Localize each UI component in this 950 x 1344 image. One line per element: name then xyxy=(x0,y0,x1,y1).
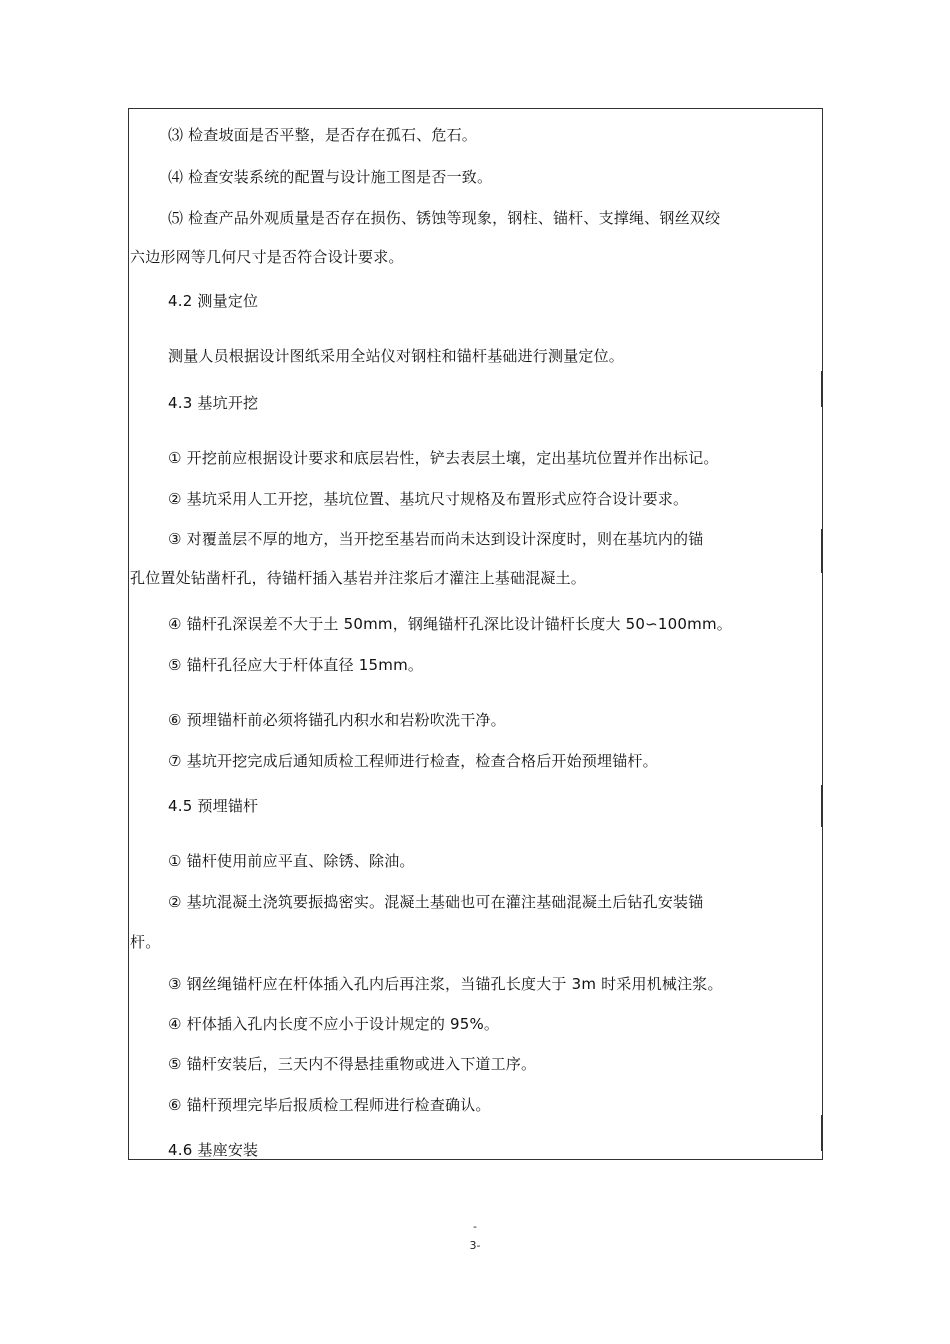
text-line: ③ 钢丝绳锚杆应在杆体插入孔内后再注浆，当锚孔长度大于 3m 时采用机械注浆。 xyxy=(168,975,723,993)
text-line: ⑦ 基坑开挖完成后通知质检工程师进行检查，检查合格后开始预埋锚杆。 xyxy=(168,752,658,770)
section-heading: 4.6 基座安装 xyxy=(168,1141,259,1159)
text-line: ① 锚杆使用前应平直、除锈、除油。 xyxy=(168,852,415,870)
text-line: 杆。 xyxy=(130,933,161,951)
text-line: 孔位置处钻凿杆孔，待锚杆插入基岩并注浆后才灌注上基础混凝土。 xyxy=(130,569,587,587)
border-tick xyxy=(821,1115,823,1151)
text-line: ⑶ 检查坡面是否平整，是否存在孤石、危石。 xyxy=(168,126,477,144)
text-line: ④ 锚杆孔深误差不大于土 50mm，钢绳锚杆孔深比设计锚杆长度大 50∽100mm。 xyxy=(168,615,732,633)
text-line: ⑷ 检查安装系统的配置与设计施工图是否一致。 xyxy=(168,168,493,186)
text-line: ③ 对覆盖层不厚的地方，当开挖至基岩而尚未达到设计深度时，则在基坑内的锚 xyxy=(168,530,704,548)
text-line: ④ 杆体插入孔内长度不应小于设计规定的 95%。 xyxy=(168,1015,500,1033)
border-tick xyxy=(821,529,823,573)
text-line: ⑸ 检查产品外观质量是否存在损伤、锈蚀等现象，钢柱、锚杆、支撑绳、钢丝双绞 xyxy=(168,209,721,227)
text-line: 测量人员根据设计图纸采用全站仪对钢柱和锚杆基础进行测量定位。 xyxy=(168,347,625,365)
border-tick xyxy=(821,371,823,407)
text-line: ② 基坑混凝土浇筑要振捣密实。混凝土基础也可在灌注基础混凝土后钻孔安装锚 xyxy=(168,893,704,911)
text-line: ② 基坑采用人工开挖，基坑位置、基坑尺寸规格及布置形式应符合设计要求。 xyxy=(168,490,689,508)
text-line: ⑥ 锚杆预埋完毕后报质检工程师进行检查确认。 xyxy=(168,1096,491,1114)
text-line: ⑤ 锚杆安装后，三天内不得悬挂重物或进入下道工序。 xyxy=(168,1055,537,1073)
footer-dash: - xyxy=(473,1220,477,1233)
text-line: ⑤ 锚杆孔径应大于杆体直径 15mm。 xyxy=(168,656,424,674)
text-line: ⑥ 预埋锚杆前必须将锚孔内积水和岩粉吹洗干净。 xyxy=(168,711,506,729)
text-line: ① 开挖前应根据设计要求和底层岩性，铲去表层土壤，定出基坑位置并作出标记。 xyxy=(168,449,719,467)
section-heading: 4.5 预埋锚杆 xyxy=(168,797,259,815)
page-number: 3- xyxy=(469,1239,481,1252)
section-heading: 4.2 测量定位 xyxy=(168,292,259,310)
text-line: 六边形网等几何尺寸是否符合设计要求。 xyxy=(130,248,404,266)
border-tick xyxy=(821,785,823,827)
section-heading: 4.3 基坑开挖 xyxy=(168,394,259,412)
